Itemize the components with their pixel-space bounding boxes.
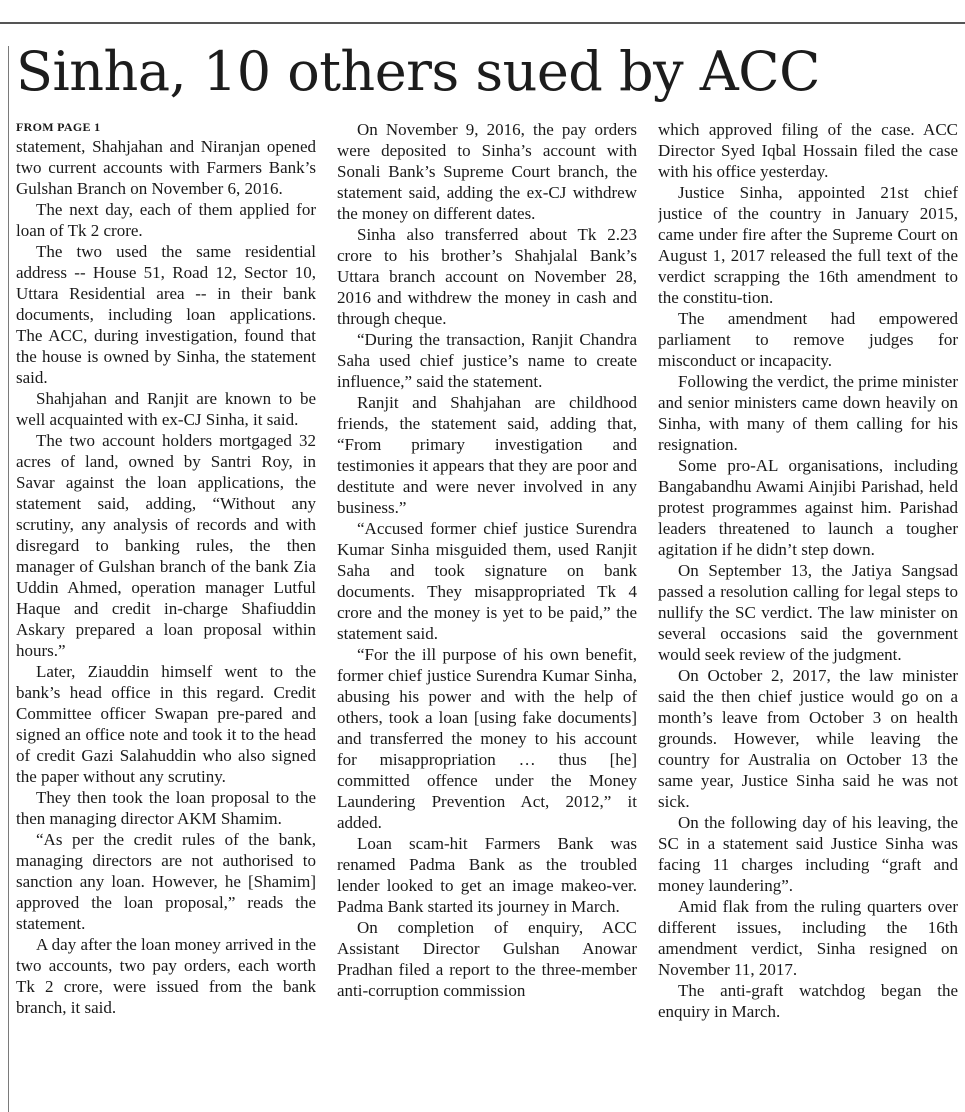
paragraph: Loan scam-hit Farmers Bank was renamed Padma Bank as the troubled lender looked to get an image makeo-ver. Padma Bank started its journey in March. — [337, 834, 637, 916]
paragraph: On September 13, the Jatiya Sangsad passed a resolution calling for legal steps to nullify the SC verdict. The law minister on several occasions said the government would seek review of the judgment. — [658, 561, 958, 664]
paragraph: Sinha also transferred about Tk 2.23 crore to his brother’s Shahjalal Bank’s Uttara branch account on November 28, 2016 and withdrew the money in cash and through cheque. — [337, 225, 637, 328]
paragraph: which approved filing of the case. ACC Director Syed Iqbal Hossain filed the case with his office yesterday. — [658, 120, 958, 181]
paragraph: “During the transaction, Ranjit Chandra Saha used chief justice’s name to create influence,” said the statement. — [337, 330, 637, 391]
paragraph: On the following day of his leaving, the SC in a statement said Justice Sinha was facing 11 charges including “graft and money laundering”. — [658, 813, 958, 895]
paragraph: On completion of enquiry, ACC Assistant Director Gulshan Anowar Pradhan filed a report to the three-member anti-corruption commission — [337, 918, 637, 1000]
continued-from-label: FROM PAGE 1 — [16, 120, 101, 134]
paragraph: Justice Sinha, appointed 21st chief justice of the country in January 2015, came under fire after the Supreme Court on August 1, 2017 released the full text of the verdict scrapping the 16th amendment to the constitu-tion. — [658, 183, 958, 307]
paragraph: They then took the loan proposal to the then managing director AKM Shamim. — [16, 788, 316, 828]
paragraph: Shahjahan and Ranjit are known to be well acquainted with ex-CJ Sinha, it said. — [16, 389, 316, 429]
article-column-3 — [658, 119, 958, 1112]
paragraph: “As per the credit rules of the bank, managing directors are not authorised to sanction any loan. However, he [Shamim] approved the loan proposal,” reads the statement. — [16, 830, 316, 933]
paragraph: “For the ill purpose of his own benefit, former chief justice Surendra Kumar Sinha, abusing his power and with the help of others, took a loan [using fake documents] and transferred the money to his account for misappropriation … thus [he] committed offence under the Money Laundering Prevention Act, 2012,” it added. — [337, 645, 637, 832]
top-divider — [0, 22, 965, 24]
column-rule — [8, 46, 9, 1112]
headline: Sinha, 10 others sued by ACC — [16, 40, 820, 103]
paragraph: Later, Ziauddin himself went to the bank’s head office in this regard. Credit Committee officer Swapan pre-pared and signed an office note and took it to the head of credit Gazi Salahuddin who also signed the paper without any scrutiny. — [16, 662, 316, 786]
article-column-2 — [337, 119, 637, 1112]
paragraph: statement, Shahjahan and Niranjan opened two current accounts with Farmers Bank’s Gulshan Branch on November 6, 2016. — [16, 137, 316, 198]
paragraph: Ranjit and Shahjahan are childhood friends, the statement said, adding that, “From primary investigation and testimonies it appears that they are poor and destitute and were never involved in any business.” — [337, 393, 637, 517]
paragraph: “Accused former chief justice Surendra Kumar Sinha misguided them, used Ranjit Saha and took signature on bank documents. They misappropriated Tk 4 crore and the money is yet to be paid,” the statement said. — [337, 519, 637, 643]
paragraph: The two account holders mortgaged 32 acres of land, owned by Santri Roy, in Savar against the loan applications, the statement said, adding, “Without any scrutiny, any analysis of records and with disregard to banking rules, the then manager of Gulshan branch of the bank Zia Uddin Ahmed, operation manager Lutful Haque and credit in-charge Shafiuddin Askary prepared a loan proposal within hours.” — [16, 431, 316, 660]
article-column-1 — [16, 119, 316, 1112]
paragraph: A day after the loan money arrived in the two accounts, two pay orders, each worth Tk 2 crore, were issued from the bank branch, it said. — [16, 935, 316, 1017]
paragraph: Some pro-AL organisations, including Bangabandhu Awami Ainjibi Parishad, held protest programmes against him. Parishad leaders threatened to launch a tougher agitation if he didn’t step down. — [658, 456, 958, 559]
paragraph: Following the verdict, the prime minister and senior ministers came down heavily on Sinha, with many of them calling for his resignation. — [658, 372, 958, 454]
paragraph: On November 9, 2016, the pay orders were deposited to Sinha’s account with Sonali Bank’s Supreme Court branch, the statement said, adding the ex-CJ withdrew the money on different dates. — [337, 120, 637, 223]
paragraph: Amid flak from the ruling quarters over different issues, including the 16th amendment verdict, Sinha resigned on November 11, 2017. — [658, 897, 958, 979]
paragraph: The amendment had empowered parliament to remove judges for misconduct or incapacity. — [658, 309, 958, 370]
paragraph: The anti-graft watchdog began the enquiry in March. — [658, 981, 958, 1021]
paragraph: On October 2, 2017, the law minister said the then chief justice would go on a month’s leave from October 3 on health grounds. However, while leaving the country for Australia on October 13 the same year, Justice Sinha said he was not sick. — [658, 666, 958, 811]
paragraph: The next day, each of them applied for loan of Tk 2 crore. — [16, 200, 316, 240]
paragraph: The two used the same residential address -- House 51, Road 12, Sector 10, Uttara Residential area -- in their bank documents, including loan applications. The ACC, during investigation, found that the house is owned by Sinha, the statement said. — [16, 242, 316, 387]
